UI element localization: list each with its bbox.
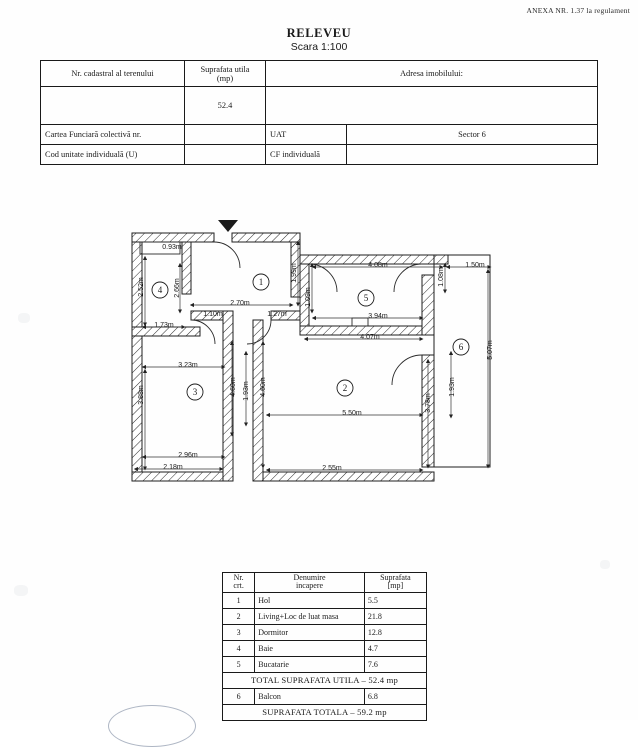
table-row bbox=[41, 61, 598, 87]
table-row bbox=[223, 640, 427, 656]
floor-plan-drawing bbox=[120, 215, 520, 500]
cell-room-area: 6.8 bbox=[364, 688, 426, 704]
header-nr-line2: crt. bbox=[233, 581, 244, 591]
table-row bbox=[41, 87, 598, 125]
room-marker-number: 3 bbox=[192, 387, 198, 398]
cell-room-area: 12.8 bbox=[364, 624, 426, 640]
header-room-area bbox=[364, 573, 426, 593]
table-row-balcony bbox=[223, 688, 427, 704]
dimension-label: 2.70m bbox=[230, 300, 250, 307]
dimension-label: 4.60m bbox=[230, 377, 237, 397]
cell-room-number: 4 bbox=[223, 640, 255, 656]
header-area-line2: [mp] bbox=[387, 581, 404, 591]
table-row-total-general bbox=[223, 704, 427, 720]
cell-useful-area-value: 52.4 bbox=[185, 87, 266, 125]
header-name-line2: incapere bbox=[295, 581, 324, 591]
label-carte-funciara: Cartea Funciară colectivă nr. bbox=[41, 125, 185, 145]
table-row bbox=[41, 145, 598, 165]
header-property-address: Adresa imobilului: bbox=[266, 61, 598, 87]
room-marker-number: 1 bbox=[258, 277, 264, 288]
room-marker-number: 6 bbox=[458, 342, 464, 353]
dimension-label: 4.07m bbox=[360, 334, 380, 341]
dimension-label: 3.88m bbox=[138, 385, 145, 405]
cell-room-number: 2 bbox=[223, 608, 255, 624]
cell-room-number: 6 bbox=[223, 688, 255, 704]
dimension-label: 1.93m bbox=[243, 381, 250, 401]
cell-room-number: 3 bbox=[223, 624, 255, 640]
dimension-label: 1.73m bbox=[154, 322, 174, 329]
annex-reference-note: ANEXA NR. 1.37 la regulament bbox=[526, 6, 630, 15]
cell-room-name: Baie bbox=[255, 640, 365, 656]
cell-address-value[interactable] bbox=[266, 87, 598, 125]
header-cadastral-number: Nr. cadastral al terenului bbox=[41, 61, 185, 87]
dimension-label: 4.08m bbox=[368, 262, 388, 269]
table-row bbox=[41, 125, 598, 145]
dimension-label: 5.07m bbox=[487, 340, 494, 360]
cadastral-info-table bbox=[40, 60, 598, 165]
table-row bbox=[223, 624, 427, 640]
room-schedule-table bbox=[222, 572, 427, 721]
room-marker-number: 2 bbox=[342, 383, 348, 394]
header-name-line1: Denumire bbox=[293, 573, 326, 582]
header-room-name bbox=[255, 573, 365, 593]
cell-room-name: Dormitor bbox=[255, 624, 365, 640]
table-row-total-useful bbox=[223, 672, 427, 688]
cell-room-number: 1 bbox=[223, 592, 255, 608]
cell-room-name: Bucatarie bbox=[255, 656, 365, 672]
dimension-label: 1.99m bbox=[291, 263, 298, 283]
dimension-label: 2.52m bbox=[138, 277, 145, 297]
dimension-label: 1.27m bbox=[267, 311, 287, 318]
dimension-label: 1.10m bbox=[203, 311, 223, 318]
label-cod-unitate: Cod unitate individuală (U) bbox=[41, 145, 185, 165]
dimension-label: 1.09m bbox=[305, 287, 312, 307]
dimension-label: 5.50m bbox=[342, 410, 362, 417]
cell-room-area: 21.8 bbox=[364, 608, 426, 624]
dimension-label: 1.08m bbox=[438, 267, 445, 287]
header-useful-area bbox=[185, 61, 266, 87]
kitchen-fixture bbox=[352, 318, 368, 326]
header-useful-area-line2: (mp) bbox=[216, 73, 234, 83]
label-uat: UAT bbox=[266, 125, 347, 145]
dimension-label: 2.96m bbox=[178, 452, 198, 459]
value-uat-sector: Sector 6 bbox=[347, 125, 598, 145]
header-nr-line1: Nr. bbox=[233, 573, 244, 582]
label-cf-individuala: CF individuală bbox=[266, 145, 347, 165]
dimension-label: 3.78m bbox=[425, 393, 432, 413]
dimension-label: 0.93m bbox=[162, 244, 182, 251]
cell-room-name: Hol bbox=[255, 592, 365, 608]
cell-carte-funciara-value[interactable] bbox=[185, 125, 266, 145]
dimension-label: 1.93m bbox=[449, 377, 456, 397]
header-useful-area-line1: Suprafata utila bbox=[200, 64, 250, 74]
cell-cadastral-number-value[interactable] bbox=[41, 87, 185, 125]
cell-room-number: 5 bbox=[223, 656, 255, 672]
cell-cod-unitate-value[interactable] bbox=[185, 145, 266, 165]
dimension-label: 3.23m bbox=[178, 362, 198, 369]
page-title: RELEVEU bbox=[286, 26, 352, 40]
cell-room-area: 4.7 bbox=[364, 640, 426, 656]
dimension-label: 3.94m bbox=[368, 313, 388, 320]
dimension-label: 4.60m bbox=[260, 377, 267, 397]
table-row bbox=[223, 656, 427, 672]
header-area-line1: Suprafata bbox=[380, 573, 411, 582]
table-header-row bbox=[223, 573, 427, 593]
header-room-number bbox=[223, 573, 255, 593]
north-entry-marker bbox=[218, 220, 238, 232]
cell-room-name: Balcon bbox=[255, 688, 365, 704]
room-marker-number: 4 bbox=[157, 285, 163, 296]
dimension-label: 2.66m bbox=[174, 278, 181, 298]
plan-walls bbox=[132, 233, 448, 481]
total-area-label: SUPRAFATA TOTALA – 59.2 mp bbox=[223, 704, 427, 720]
stamp-seal-arc bbox=[108, 705, 196, 747]
cell-room-name: Living+Loc de luat masa bbox=[255, 608, 365, 624]
drawing-scale-label: Scara 1:100 bbox=[290, 41, 348, 53]
dimension-label: 2.55m bbox=[322, 465, 342, 472]
cell-room-area: 5.5 bbox=[364, 592, 426, 608]
total-useful-area-label: TOTAL SUPRAFATA UTILA – 52.4 mp bbox=[223, 672, 427, 688]
dimension-label: 2.18m bbox=[163, 464, 183, 471]
room-marker-number: 5 bbox=[363, 293, 369, 304]
dimension-label: 1.50m bbox=[465, 262, 485, 269]
table-row bbox=[223, 608, 427, 624]
cell-room-area: 7.6 bbox=[364, 656, 426, 672]
cell-cf-individuala-value[interactable] bbox=[347, 145, 598, 165]
table-row bbox=[223, 592, 427, 608]
